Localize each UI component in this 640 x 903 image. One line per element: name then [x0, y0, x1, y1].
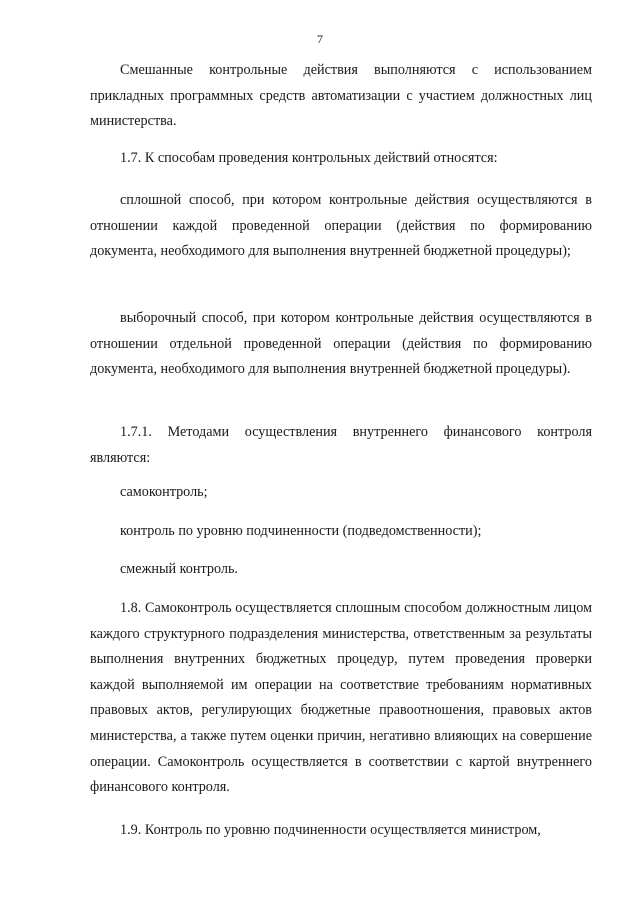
paragraph-1-7: 1.7. К способам проведения контрольных действий относятся:: [120, 150, 498, 166]
paragraph-1-8: 1.8. Самоконтроль осуществляется сплошным способом должностным лицом каждого структурного подразделения министерства, ответственным за результаты выполнения внутренних бюджетных процедур, путем проведения проверки каждой выполняемой им операции на соответствие требованиям нормативных правовых актов, регулирующих бюджетные правоотношения, правовых актов министерства, а также путем оценки причин, негативно влияющих на совершение операции. Самоконтроль осуществляется в соответствии с картой внутреннего финансового контроля.: [90, 600, 592, 796]
list-item-adjacent-control: смежный контроль.: [120, 561, 238, 577]
paragraph-continuous-method: сплошной способ, при котором контрольные действия осуществляются в отношении каждой проведенной операции (действия по формированию документа, необходимого для выполнения внутренней бюджетной процедуры);: [90, 192, 592, 260]
page-number: 7: [317, 32, 323, 46]
paragraph-selective-method: выборочный способ, при котором контрольные действия осуществляются в отношении отдельной проведенной операции (действия по формированию документа, необходимого для выполнения внутренней бюджетной процедуры).: [90, 310, 592, 378]
list-item-self-control: самоконтроль;: [120, 484, 208, 500]
paragraph-mixed-control: Смешанные контрольные действия выполняются с использованием прикладных программных средств автоматизации с участием должностных лиц министерства.: [90, 62, 592, 130]
paragraph-1-7-1: 1.7.1. Методами осуществления внутреннего финансового контроля являются:: [90, 424, 592, 466]
paragraph-1-9: 1.9. Контроль по уровню подчиненности осуществляется министром,: [120, 822, 541, 838]
list-item-subordination-control: контроль по уровню подчиненности (подведомственности);: [120, 523, 482, 539]
